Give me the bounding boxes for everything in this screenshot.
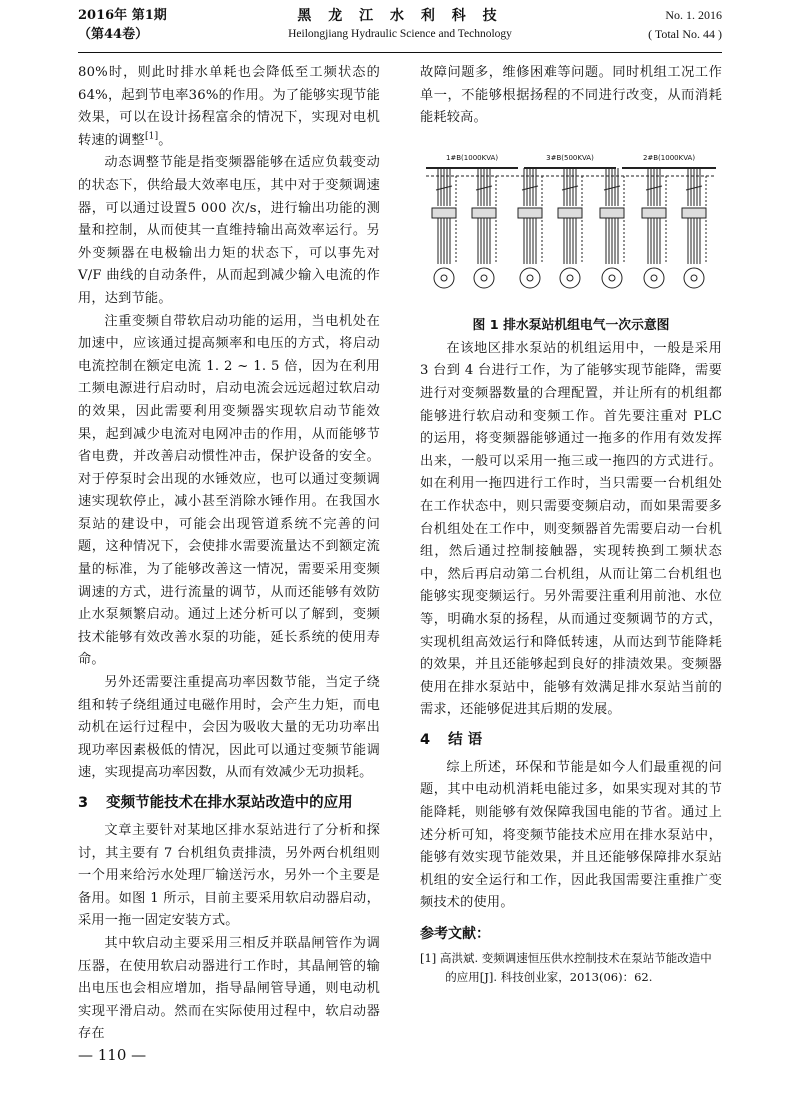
paragraph-text: 80%时，则此时排水单耗也会降低至工频状态的64%，起到节电率36%的作用。为了能够实现节能效果，可以在设计扬程富余的情况下，实现对电机转速的调整 (78, 65, 380, 148)
electrical-diagram (420, 146, 722, 308)
transformer-label-1: 1#B(1000KVA) (445, 153, 499, 162)
pump-unit (682, 168, 706, 288)
running-header (78, 6, 722, 50)
paragraph: 综上所述，环保和节能是如今人们最重视的问题，其中电动机消耗电能过多，如果实现对其的节能降耗，则能够有效保障我国电能的节省。通过上述分析可知，将变频节能技术应用在排水泵站中，能够有效实现节能效果，并且还能够保障排水泵站机组的安全运行和工作，因此我国需要注重推广变频技术的使用。 (420, 759, 722, 911)
section-number: 4 (420, 731, 431, 748)
pump-unit (558, 168, 582, 288)
figure-1 (420, 146, 722, 308)
pump-units (432, 168, 706, 288)
paragraph: 动态调整节能是指变频器能够在适应负载变动的状态下，供给最大效率电压，其中对于变频调速器，可以通过设置5 000 次/s，进行输出功能的测量和控制，从而使其一直维持输出高效率运行。另外变频器在电极输出力矩的状态下，可以事先对 V/F 曲线的自动条件，从而起到减少输入电流的作用，达到节能。 (78, 155, 380, 306)
section-title: 变频节能技术在排水泵站改造中的应用 (106, 795, 353, 811)
paragraph: 故障问题多，维修困难等问题。同时机组工况工作单一，不能够根据扬程的不同进行改变，从而消耗能耗较高。 (420, 65, 722, 126)
reference-item: [1] 高洪斌. 变频调速恒压供水控制技术在泵站节能改造中的应用[J]. 科技创业家，2013(06)：62. (420, 951, 712, 985)
issue-number: No. 1. 2016 (665, 8, 722, 22)
pump-unit (518, 168, 542, 288)
paragraph: 文章主要针对某地区排水泵站进行了分析和探讨，其主要有 7 台机组负责排渍，另外两台机组则一个用来给污水处理厂输送污水，另外一个主要是备用。如图 1 所示，目前主要采用软启动器启动，采用一拖一固定安装方式。 (78, 823, 380, 929)
section-number: 3 (78, 795, 89, 811)
total-number: ( Total No. 44 ) (648, 27, 722, 41)
volume: （第44卷） (78, 27, 149, 42)
pump-unit (432, 168, 456, 288)
references-heading: 参考文献： (420, 926, 490, 943)
pump-unit (642, 168, 666, 288)
paragraph: 在该地区排水泵站的机组运用中，一般是采用 3 台到 4 台进行工作，为了能够实现节能降，需要进行对变频器数量的合理配置，并让所有的机组都能够进行软启动和变频工作。首先要注重对 PLC 的运用，将变频器能够通过一拖多的作用有效发挥出来，一般可以采用一拖三或一拖四的方式进行。如在利用一拖四进行工作时，当只需要一台机组处在工作状态中，则只需要变频启动，而如果需要多台机组处在工作中，则变频器首先需要启动一台机组，然后通过控制接触器，实现转换到工频状态中，然后再启动第二台机组，从而让第二台机组也能够实现变频运行。另外需要注重利用前池、水位等，明确水泵的扬程，从而通过变频调节的方式，实现机组高效运行和降低转速，从而达到节能降耗的效果，并且还能够起到良好的排渍效果。变频器使用在排水泵站中，能够有效满足排水泵站当前的需求，还能够促进其后期的发展。 (420, 340, 722, 718)
pump-unit (600, 168, 624, 288)
paragraph-text: 。 (158, 132, 172, 148)
section-heading-4 (420, 728, 722, 752)
right-column (420, 62, 722, 987)
header-center (78, 6, 722, 42)
journal-title-en: Heilongjiang Hydraulic Science and Technology (288, 28, 512, 40)
citation: [1] (144, 131, 159, 142)
transformer-label-3: 2#B(1000KVA) (642, 153, 696, 162)
paragraph: 另外还需要注重提高功率因数节能，当定子绕组和转子绕组通过电磁作用时，会产生力矩，而电动机在运行过程中，会因为吸收大量的无功功率出现功率因素极低的情况，因此可以通过变频节能调速，实现提高功率因数，从而有效减少无功损耗。 (78, 675, 380, 781)
left-column (78, 62, 380, 1046)
header-rule (78, 52, 722, 53)
paragraph (78, 62, 380, 152)
paragraph: 其中软启动主要采用三相反并联晶闸管作为调压器，在使用软启动器进行工作时，其晶闸管的输出电压也会相应增加，指导晶闸管导通，则电动机实现平滑启动。然而在实际使用过程中，软启动器存在 (78, 935, 380, 1042)
year-issue: 2016年 第1期 (78, 8, 167, 23)
section-title: 结 语 (448, 731, 483, 748)
figure-caption: 图 1 排水泵站机组电气一次示意图 (472, 317, 670, 333)
header-right (648, 6, 722, 44)
paragraph: 注重变频自带软启动功能的运用，当电机处在加速中，应该通过提高频率和电压的方式，将启动电流控制在额定电流 1. 2 ~ 1. 5 倍，因为在利用工频电源进行启动时，启动电流会远远超过软启动的效果，因此需要利用变频器实现软启动节能效果，起到减少电流对电网冲击的作用，从而能够节省电费，并改善启动惯性冲击，保护设备的安全。对于停泵时会出现的水锤效应，也可以通过变频调速实现软停止，减小甚至消除水锤作用。在我国水泵站的建设中，可能会出现管道系统不完善的问题，这种情况下，会使排水需要流量达不到额定流量的标准，为了能够改善这一情况，需要采用变频调速的方式，进行流量的调节，从而还能够有效防止水泵频繁启动。通过上述分析可以了解到，变频技术能够有效改善水泵的功能，延长系统的使用寿命。 (78, 313, 380, 668)
journal-title-cn: 黑 龙 江 水 利 科 技 (297, 8, 503, 24)
section-heading-3 (78, 791, 380, 815)
page-number: — 110 — (78, 1046, 147, 1064)
transformer-label-2: 3#B(500KVA) (546, 153, 594, 162)
pump-unit (472, 168, 496, 288)
